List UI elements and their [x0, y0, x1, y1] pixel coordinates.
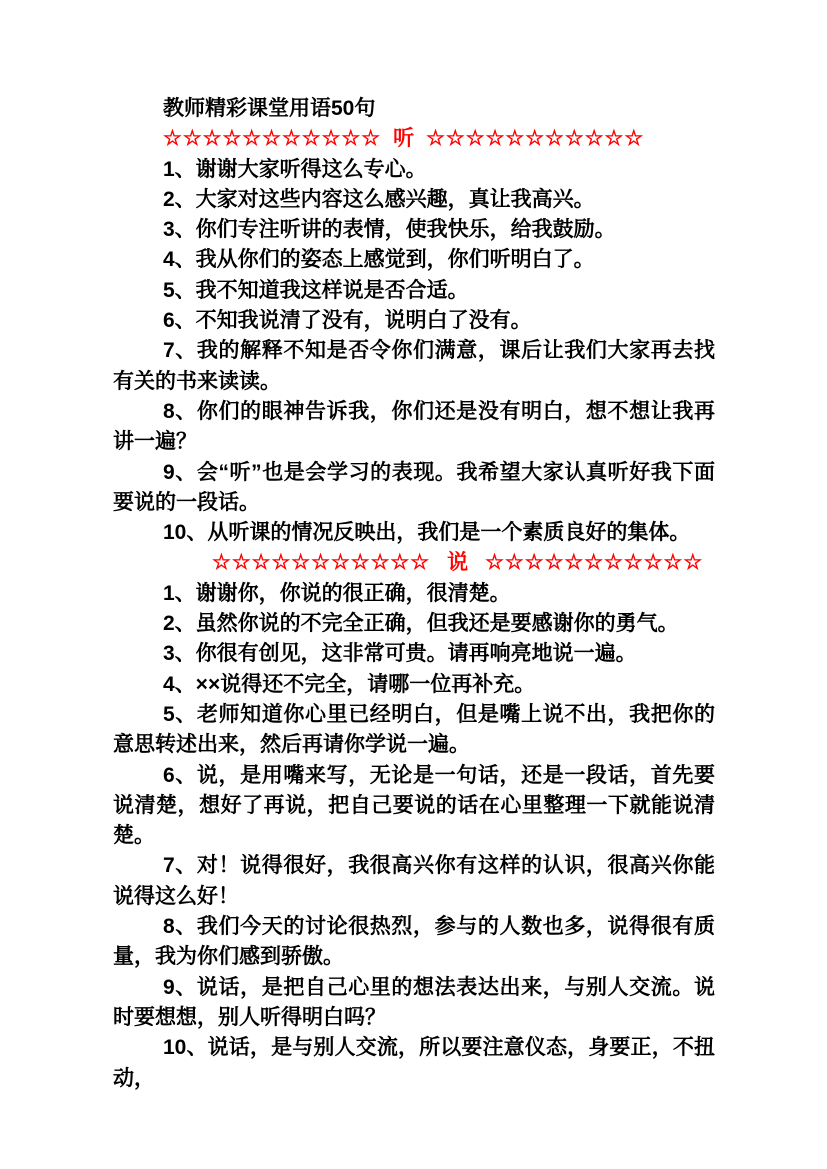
section-label-listen: 听 — [393, 127, 415, 151]
list-item-listen-5: 5、我不知道我这样说是否合适。 — [163, 278, 469, 302]
list-item-listen-3: 3、你们专注听讲的表情，使我快乐，给我鼓励。 — [163, 218, 616, 242]
section-label-speak: 说 — [447, 551, 469, 575]
list-item-listen-2: 2、大家对这些内容这么感兴趣，真让我高兴。 — [163, 187, 595, 211]
star-row-right: ☆☆☆☆☆☆☆☆☆☆☆ — [485, 551, 704, 575]
list-item-listen-6: 6、不知我说清了没有，说明白了没有。 — [163, 309, 532, 333]
list-item-listen-7: 7、我的解释不知是否令你们满意，课后让我们大家再去找有关的书来读读。 — [113, 339, 715, 393]
list-item-listen-1: 1、谢谢大家听得这么专心。 — [163, 157, 427, 181]
page-title: 教师精彩课堂用语50句 — [163, 97, 376, 120]
list-item-speak-10: 10、说话，是与别人交流，所以要注意仪态，身要正，不扭动， — [113, 1036, 715, 1090]
list-item-speak-1: 1、谢谢你，你说的很正确，很清楚。 — [163, 581, 511, 605]
list-item-speak-9: 9、说话，是把自己心里的想法表达出来，与别人交流。说时要想想，别人听得明白吗？ — [113, 975, 715, 1029]
list-item-listen-8: 8、你们的眼神告诉我，你们还是没有明白，想不想让我再讲一遍？ — [113, 399, 715, 454]
list-item-speak-4: 4、××说得还不完全，请哪一位再补充。 — [163, 672, 536, 696]
list-item-listen-9: 9、会“听”也是会学习的表现。我希望大家认真听好我下面要说的一段话。 — [113, 460, 715, 514]
star-row-left: ☆☆☆☆☆☆☆☆☆☆☆ — [163, 127, 382, 151]
list-item-speak-6: 6、说，是用嘴来写，无论是一句话，还是一段话，首先要说清楚，想好了再说，把自己要说的话在心里整理一下就能说清楚。 — [113, 763, 715, 848]
section-header-speak — [113, 548, 715, 578]
star-row-right: ☆☆☆☆☆☆☆☆☆☆☆ — [426, 127, 645, 151]
list-item-speak-5: 5、老师知道你心里已经明白，但是嘴上说不出，我把你的意思转述出来，然后再请你学说一遍。 — [113, 702, 715, 757]
star-row-left: ☆☆☆☆☆☆☆☆☆☆☆ — [212, 551, 431, 575]
list-item-speak-3: 3、你很有创见，这非常可贵。请再响亮地说一遍。 — [163, 642, 637, 666]
list-item-listen-4: 4、我从你们的姿态上感觉到，你们听明白了。 — [163, 248, 595, 272]
list-item-listen-10: 10、从听课的情况反映出，我们是一个素质良好的集体。 — [163, 521, 691, 545]
list-item-speak-8: 8、我们今天的讨论很热烈，参与的人数也多，说得很有质量，我为你们感到骄傲。 — [113, 915, 715, 969]
list-item-speak-2: 2、虽然你说的不完全正确，但我还是要感谢你的勇气。 — [163, 612, 679, 636]
section-header-listen — [113, 124, 715, 154]
list-item-speak-7: 7、对！说得很好，我很高兴你有这样的认识，很高兴你能说得这么好！ — [113, 854, 715, 908]
